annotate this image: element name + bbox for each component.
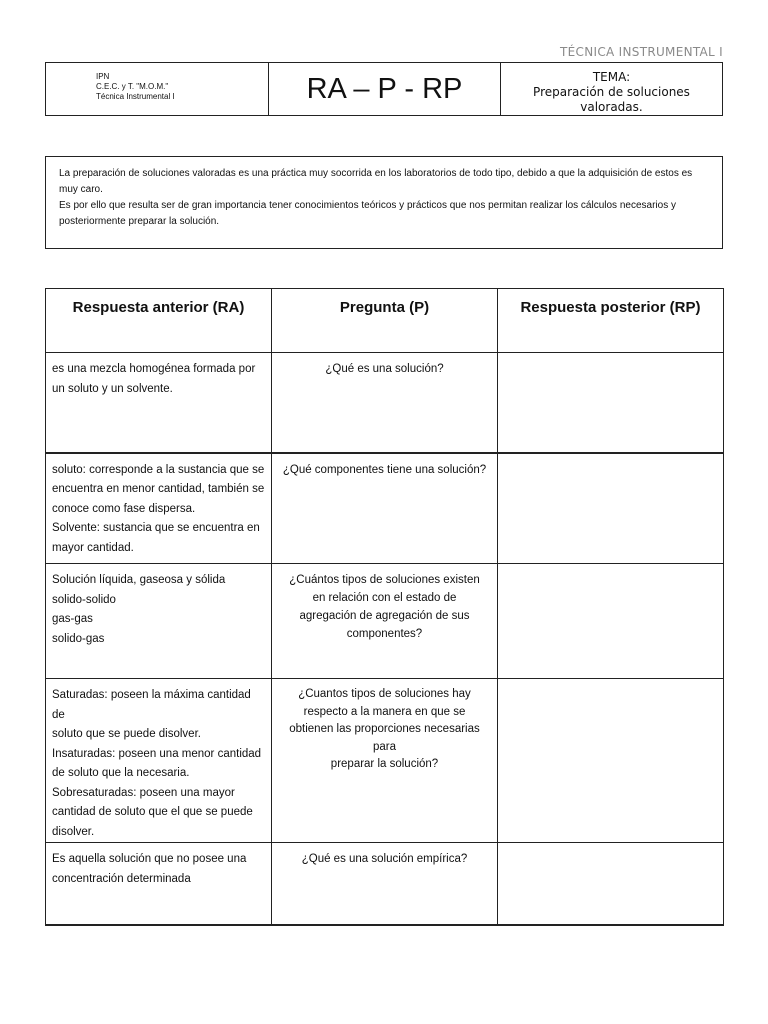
question-text-line: en relación con el estado de xyxy=(312,592,457,604)
question-cell xyxy=(272,453,498,564)
ra-text-line: disolver. xyxy=(52,825,95,838)
table-row xyxy=(46,564,724,679)
topic-value: Preparación de soluciones valoradas. xyxy=(533,85,690,114)
question-text-line: preparar la solución? xyxy=(330,758,439,770)
ra-text-line: Sobresaturadas: poseen una mayor xyxy=(52,786,235,799)
rp-cell[interactable] xyxy=(498,679,724,843)
ra-text-line: soluto que se puede disolver. xyxy=(52,728,201,740)
institution-line: C.E.C. y T. "M.O.M." xyxy=(96,82,169,91)
question-text-line: ¿Cuántos tipos de soluciones existen xyxy=(289,574,480,586)
ra-text-line: Saturadas: poseen la máxima cantidad de xyxy=(52,689,251,721)
question-cell xyxy=(272,564,498,679)
question-text-line: respecto a la manera en que se xyxy=(303,705,466,718)
ra-text-line: Es aquella solución que no posee una xyxy=(52,853,247,865)
ra-text-line: Insaturadas: poseen una menor cantidad xyxy=(52,747,262,760)
topic-cell xyxy=(501,63,722,115)
institution-line: IPN xyxy=(96,72,110,81)
ra-text-line: concentración determinada xyxy=(52,872,191,885)
table-header-row xyxy=(46,289,724,353)
ra-text-line: encuentra en menor cantidad, también se xyxy=(52,483,265,495)
document-title: RA – P - RP xyxy=(269,63,501,115)
question-cell xyxy=(272,679,498,843)
question-cell xyxy=(272,843,498,925)
institution-line: Técnica Instrumental I xyxy=(96,92,175,101)
ra-text-line: cantidad de soluto que el que se puede xyxy=(52,806,253,818)
ra-text-line: es una mezcla homogénea formada por xyxy=(52,363,256,375)
ra-cell xyxy=(46,353,272,453)
ra-text-line: solido-solido xyxy=(52,593,116,606)
ra-text-line: de soluto que la necesaria. xyxy=(52,767,190,779)
intro-paragraph: Es por ello que resulta ser de gran importancia tener conocimientos teóricos y prácticos que nos permitan realizar los cálculos necesarios y posteriormente preparar la solución. xyxy=(59,200,676,227)
rp-cell[interactable] xyxy=(498,453,724,564)
institution-info xyxy=(46,63,269,115)
table-row xyxy=(46,353,724,453)
table-row xyxy=(46,843,724,925)
rp-cell[interactable] xyxy=(498,843,724,925)
ra-text-line: soluto: corresponde a la sustancia que se xyxy=(52,463,265,476)
question-text-line: ¿Cuantos tipos de soluciones hay xyxy=(298,688,471,700)
intro-text-box xyxy=(45,156,723,249)
question-text-line: ¿Qué es una solución empírica? xyxy=(301,853,468,865)
ra-text-line: solido-gas xyxy=(52,632,105,645)
question-text-line: obtienen las proporciones necesarias xyxy=(289,723,480,735)
running-header: TÉCNICA INSTRUMENTAL I xyxy=(560,45,723,59)
ra-text-line: Solución líquida, gaseosa y sólida xyxy=(52,574,226,586)
intro-paragraph: La preparación de soluciones valoradas es una práctica muy socorrida en los laboratorios de todo tipo, debido a que la adquisición de estos es muy caro. xyxy=(59,168,693,195)
ra-p-rp-table xyxy=(45,288,724,926)
document-header-box xyxy=(45,62,723,116)
column-header-ra: Respuesta anterior (RA) xyxy=(46,289,272,353)
ra-cell xyxy=(46,453,272,564)
question-text-line: agregación de agregación de sus xyxy=(299,610,470,622)
column-header-p: Pregunta (P) xyxy=(272,289,498,353)
ra-text-line: un soluto y un solvente. xyxy=(52,382,173,395)
topic-label: TEMA: xyxy=(592,70,631,84)
ra-text-line: mayor cantidad. xyxy=(52,541,134,554)
ra-text-line: conoce como fase dispersa. xyxy=(52,502,196,515)
ra-cell xyxy=(46,564,272,679)
question-text-line: para xyxy=(372,740,397,753)
table-row xyxy=(46,679,724,843)
ra-cell xyxy=(46,843,272,925)
ra-text-line: gas-gas xyxy=(52,613,93,625)
question-cell xyxy=(272,353,498,453)
column-header-rp: Respuesta posterior (RP) xyxy=(498,289,724,353)
table-row xyxy=(46,453,724,564)
rp-cell[interactable] xyxy=(498,353,724,453)
question-text-line: ¿Qué es una solución? xyxy=(325,363,444,375)
question-text-line: componentes? xyxy=(346,628,423,640)
ra-cell xyxy=(46,679,272,843)
ra-text-line: Solvente: sustancia que se encuentra en xyxy=(52,522,260,534)
rp-cell[interactable] xyxy=(498,564,724,679)
question-text-line: ¿Qué componentes tiene una solución? xyxy=(282,463,487,476)
